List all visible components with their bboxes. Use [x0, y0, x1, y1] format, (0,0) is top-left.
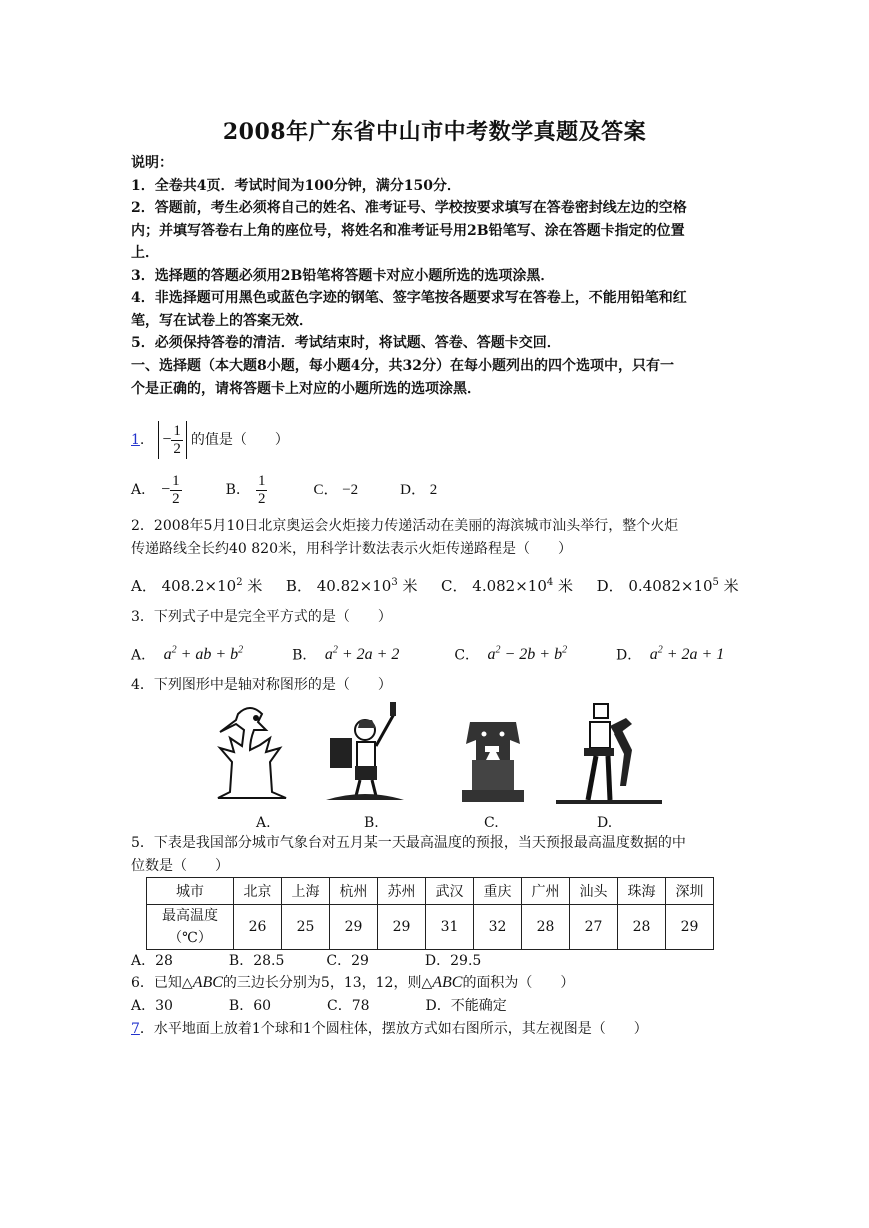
figure-b-warrior — [326, 702, 404, 800]
section-heading-cont: 个是正确的，请将答题卡上对应的小题所选的选项涂黑． — [131, 381, 481, 397]
question-4-figures — [200, 700, 670, 815]
note-line: 上． — [131, 245, 159, 261]
question-2-options: A． $408.2\times 10^2$ 米 B． $40.82\times 10^3$ 米 C． $4.082\times 10^4$ 米 D． $0.4082\times 10^5$ 米 — [131, 577, 739, 595]
question-1-link[interactable]: 1 — [131, 432, 140, 448]
question-5-options: A．28 B．28.5 C．29 D．29.5 — [131, 953, 482, 969]
question-7: 7．水平地面上放着1个球和1个圆柱体，摆放方式如右图所示，其左视图是（ ） — [131, 1021, 648, 1037]
table-cell: 29 — [378, 905, 426, 950]
temperature-table — [146, 877, 714, 950]
table-header-cell: 北京 — [234, 878, 282, 905]
question-3-options: A． $a^2$ + ab + $b^2$ B． $a^2 + 2a + 2$ C． $a^2 - 2b + b^2$ D． $a^2 + 2a + 1$ — [131, 645, 725, 664]
table-header-cell: 苏州 — [378, 878, 426, 905]
table-cell: 28 — [522, 905, 570, 950]
figure-a-tree — [218, 708, 286, 798]
fraction: $\frac{1}{2}$ — [172, 472, 180, 507]
note-line: 2．答题前，考生必须将自己的姓名、准考证号、学校按要求填写在答卷密封线左边的空格 — [131, 200, 687, 216]
notes-heading: 说明： — [131, 155, 173, 171]
question-3: 3．下列式子中是完全平方式的是（ ） — [131, 609, 392, 625]
note-line: 5．必须保持答卷的清洁．考试结束时，将试题、答卷、答题卡交回． — [131, 335, 561, 351]
table-cell: 25 — [282, 905, 330, 950]
question-2-cont: 传递路线全长约40 820米，用科学计数法表示火炬传递路程是（ ） — [131, 541, 572, 557]
table-cell: 32 — [474, 905, 522, 950]
table-cell: 31 — [426, 905, 474, 950]
question-7-link[interactable]: 7 — [131, 1021, 140, 1037]
question-4: 4．下列图形中是轴对称图形的是（ ） — [131, 677, 392, 693]
table-header-cell: 深圳 — [666, 878, 714, 905]
question-1: 1 . − $\frac{1}{2}$ 的值是（ ） — [131, 420, 289, 460]
figure-label-c: C. — [484, 815, 499, 831]
table-header-cell: 珠海 — [618, 878, 666, 905]
table-row-label: 最高温度 （℃） — [147, 905, 234, 950]
question-6-options: A．30 B．60 C．78 D．不能确定 — [131, 998, 507, 1014]
table-cell: 28 — [618, 905, 666, 950]
table-cell: 29 — [330, 905, 378, 950]
table-cell: 29 — [666, 905, 714, 950]
table-header-cell: 武汉 — [426, 878, 474, 905]
table-cell: 27 — [570, 905, 618, 950]
table-header-cell: 城市 — [147, 878, 234, 905]
figure-c-dog — [462, 722, 524, 802]
question-1-options: A． − $\frac{1}{2}$ B． $\frac{1}{2}$ C． −2 D． 2 — [131, 472, 438, 507]
fraction: $\frac{1}{2}$ — [257, 472, 266, 507]
figure-label-a: A. — [256, 815, 271, 831]
note-line: 内；并填写答卷右上角的座位号，将姓名和准考证号用2B铅笔写、涂在答题卡指定的位置 — [131, 223, 685, 239]
table-cell: 26 — [234, 905, 282, 950]
question-5: 5．下表是我国部分城市气象台对五月某一天最高温度的预报，当天预报最高温度数据的中 — [131, 835, 686, 851]
table-header-cell: 汕头 — [570, 878, 618, 905]
figure-d-man — [556, 704, 662, 804]
table-header-cell: 广州 — [522, 878, 570, 905]
fraction: $\frac{1}{2}$ — [173, 422, 181, 457]
table-header-cell: 上海 — [282, 878, 330, 905]
absolute-value-expression: − $\frac{1}{2}$ — [158, 421, 187, 459]
section-heading: 一、选择题（本大题8小题，每小题4分，共32分）在每小题列出的四个选项中，只有一 — [131, 358, 674, 374]
note-line: 4．非选择题可用黑色或蓝色字迹的钢笔、签字笔按各题要求写在答卷上，不能用铅笔和红 — [131, 290, 687, 306]
page-title: 2008年广东省中山市中考数学真题及答案 — [222, 119, 647, 145]
table-row — [147, 905, 714, 950]
note-line: 1．全卷共4页．考试时间为100分钟，满分150分． — [131, 178, 461, 194]
table-header-cell: 重庆 — [474, 878, 522, 905]
figure-label-b: B. — [364, 815, 379, 831]
note-line: 笔，写在试卷上的答案无效． — [131, 313, 313, 329]
table-row — [147, 878, 714, 905]
question-6: 6．已知△ABC的三边长分别为5，13，12，则△ABC的面积为（ ） — [131, 974, 575, 991]
question-2: 2．2008年5月10日北京奥运会火炬接力传递活动在美丽的海滨城市汕头举行，整个火炬 — [131, 518, 679, 534]
question-5-cont: 位数是（ ） — [131, 858, 229, 874]
figure-label-d: D. — [597, 815, 613, 831]
table-header-cell: 杭州 — [330, 878, 378, 905]
note-line: 3．选择题的答题必须用2B铅笔将答题卡对应小题所选的选项涂黑． — [131, 268, 555, 284]
